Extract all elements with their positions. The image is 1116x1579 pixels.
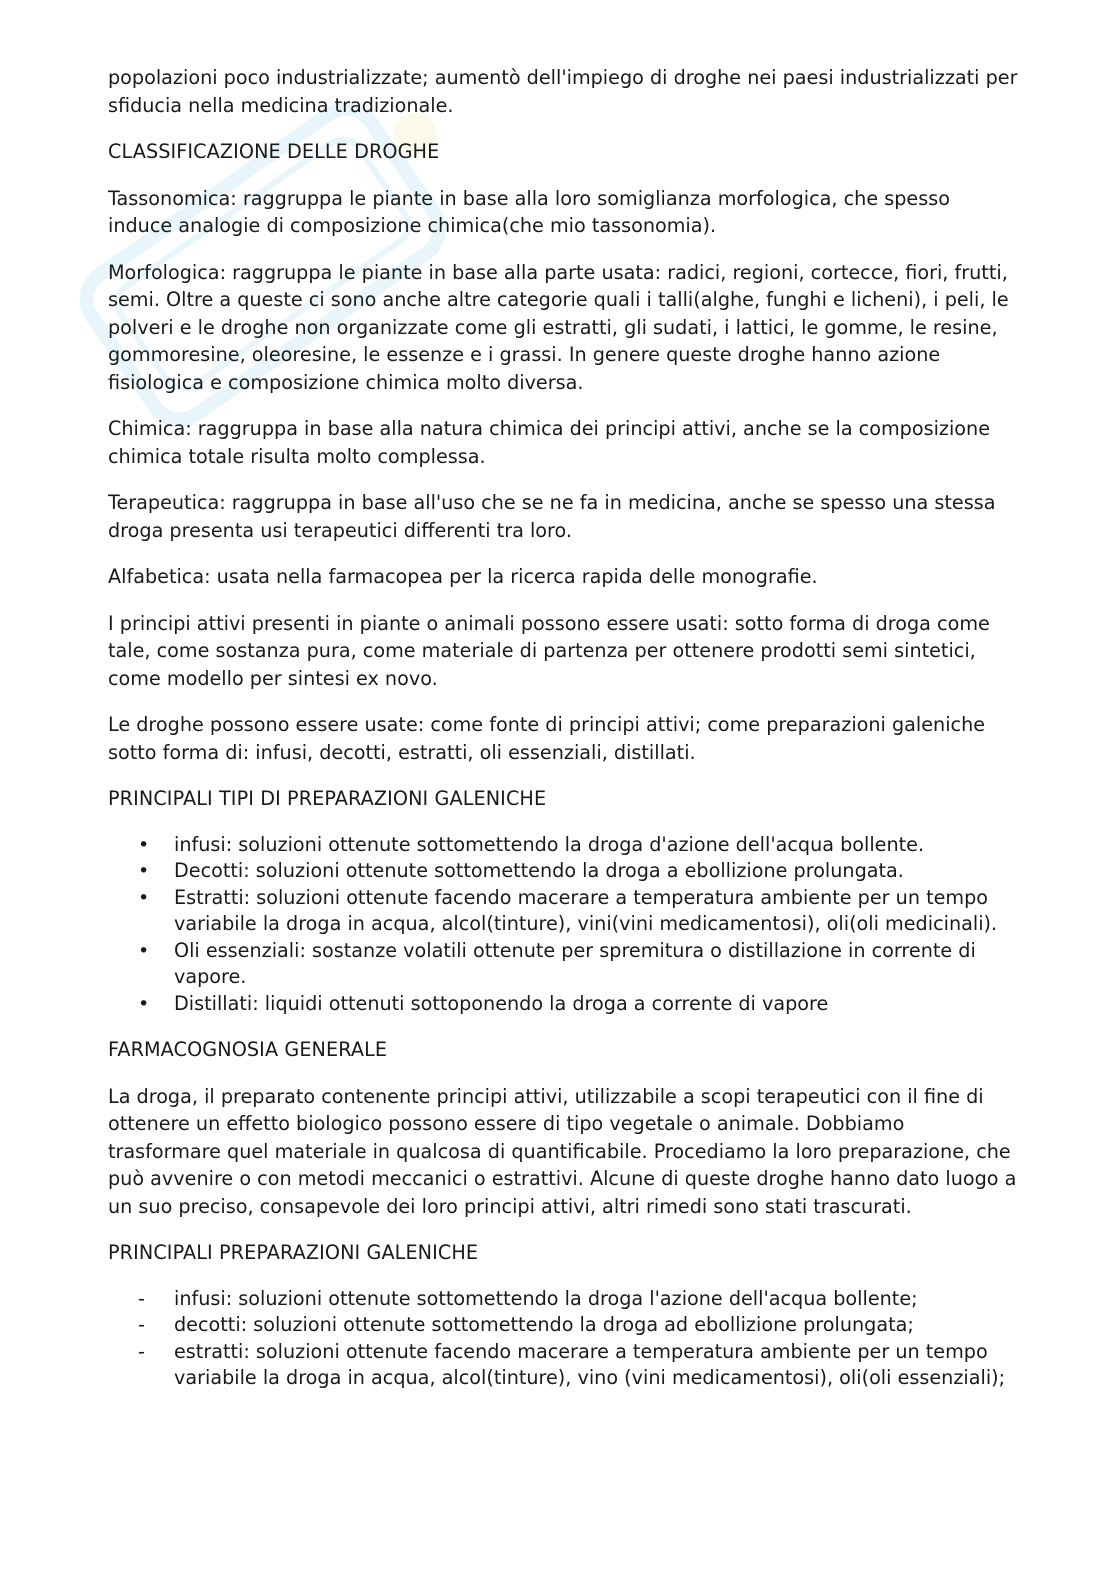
dash-marker: -	[138, 1286, 145, 1310]
list-item: • Oli essenziali: sostanze volatili ottenute per spremitura o distillazione in corrente di vapore.	[138, 938, 976, 988]
list-item: • Distillati: liquidi ottenuti sottoponendo la droga a corrente di vapore	[108, 991, 1018, 1018]
list-item: - estratti: soluzioni ottenute facendo macerare a temperatura ambiente per un tempo variabile la droga in acqua, alcol(tinture), vino (vini medicamentosi), oli(oli essenziali);	[138, 1339, 1006, 1389]
heading-principali-preparazioni: PRINCIPALI PREPARAZIONI GALENICHE	[108, 1241, 479, 1264]
heading-classificazione: CLASSIFICAZIONE DELLE DROGHE	[108, 140, 440, 163]
dash-marker: -	[138, 1313, 145, 1336]
paragraph-principi-attivi: I principi attivi presenti in piante o animali possono essere usati: sotto forma di droga come tale, come sostanza pura, come materiale di partenza per ottenere prodotti semi sintetici, come modello per sintesi ex novo.	[108, 611, 990, 690]
paragraph-morfologica: Morfologica: raggruppa le piante in base alla parte usata: radici, regioni, cortecce, fiori, frutti, semi. Oltre a queste ci sono anche altre categorie quali i talli(alghe, funghi e licheni), i peli, le polveri e le droghe non organizzate come gli estratti, gli sudati, i lattici, le gomme, le resine, gommoresine, oleoresine, le essenze e i grassi. In genere queste droghe hanno azione fisiologica e composizione chimica molto diversa.	[108, 260, 1009, 394]
document-page	[108, 64, 1018, 1411]
heading-farmacognosia: FARMACOGNOSIA GENERALE	[108, 1038, 388, 1061]
heading-tipi-preparazioni: PRINCIPALI TIPI DI PREPARAZIONI GALENICHE	[108, 787, 547, 810]
bullet-marker: •	[138, 939, 150, 962]
list-item: • infusi: soluzioni ottenute sottomettendo la droga d'azione dell'acqua bollente.	[108, 832, 1018, 859]
paragraph-tassonomica: Tassonomica: raggruppa le piante in base alla loro somiglianza morfologica, che spesso induce analogie di composizione chimica(che mio tassonomia).	[108, 186, 950, 237]
paragraph-droghe-usate: Le droghe possono essere usate: come fonte di principi attivi; come preparazioni galeniche sotto forma di: infusi, decotti, estratti, oli essenziali, distillati.	[108, 713, 986, 764]
list-item: • Estratti: soluzioni ottenute facendo macerare a temperatura ambiente per un tempo variabile la droga in acqua, alcol(tinture), vini(vini medicamentosi), oli(oli medicinali).	[138, 885, 998, 935]
bullet-marker: •	[138, 833, 150, 856]
list-principali-preparazioni	[108, 1286, 1018, 1392]
list-tipi-preparazioni	[108, 832, 1018, 1018]
paragraph-chimica: Chimica: raggruppa in base alla natura chimica dei principi attivi, anche se la composizione chimica totale risulta molto complessa.	[108, 417, 991, 468]
paragraph-farmacognosia: La droga, il preparato contenente principi attivi, utilizzabile a scopi terapeutici con il fine di ottenere un effetto biologico possono essere di tipo vegetale o animale. Dobbiamo trasformare quel materiale in qualcosa di quantificabile. Procediamo la loro preparazione, che può avvenire o con metodi meccanici o estrattivi. Alcune di queste droghe hanno dato luogo a un suo preciso, consapevole dei loro principi attivi, altri rimedi sono stati trascurati.	[108, 1084, 1017, 1218]
list-item: • Decotti: soluzioni ottenute sottomettendo la droga a ebollizione prolungata.	[108, 858, 1018, 885]
dash-marker: -	[138, 1339, 145, 1363]
paragraph-alfabetica: Alfabetica: usata nella farmacopea per la ricerca rapida delle monografie.	[108, 565, 818, 588]
bullet-marker: •	[138, 992, 150, 1015]
list-item: - infusi: soluzioni ottenute sottomettendo la droga l'azione dell'acqua bollente;	[108, 1286, 1018, 1313]
list-item: - decotti: soluzioni ottenute sottomettendo la droga ad ebollizione prolungata;	[108, 1312, 1018, 1339]
paragraph-terapeutica: Terapeutica: raggruppa in base all'uso che se ne fa in medicina, anche se spesso una stessa droga presenta usi terapeutici differenti tra loro.	[108, 491, 996, 542]
bullet-marker: •	[138, 860, 150, 882]
paragraph-intro: popolazioni poco industrializzate; aumentò dell'impiego di droghe nei paesi industrializzati per sfiducia nella medicina tradizionale.	[108, 66, 1018, 117]
bullet-marker: •	[138, 886, 150, 909]
